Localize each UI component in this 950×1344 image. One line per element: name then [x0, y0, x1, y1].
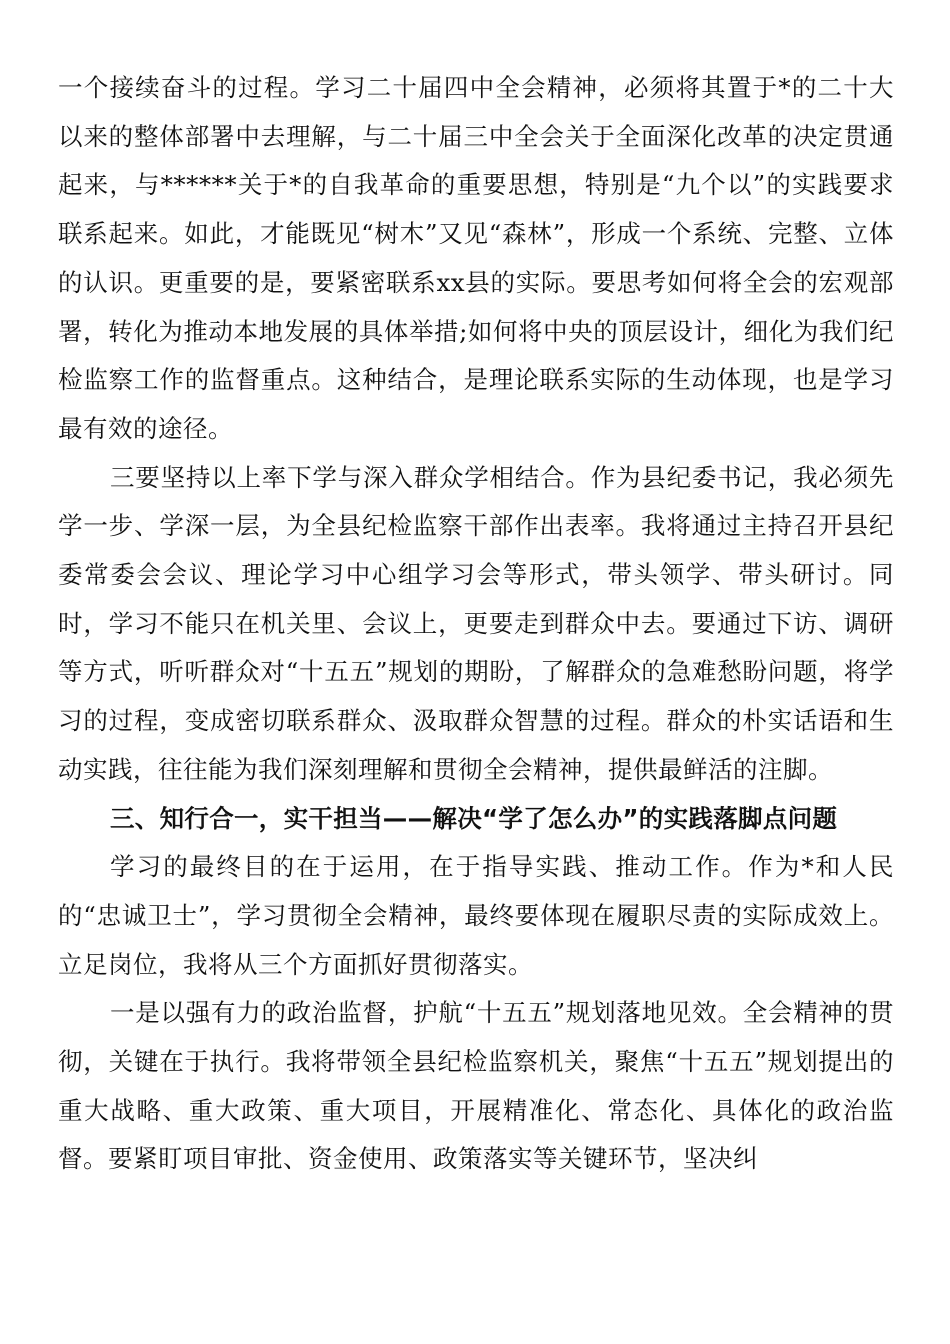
paragraph-point-three: 三要坚持以上率下学与深入群众学相结合。作为县纪委书记，我必须先学一步、学深一层，为全县纪检监察干部作出表率。我将通过主持召开县纪委常委会会议、理论学习中心组学习会等形式，带头领学、带头研讨。同时，学习不能只在机关里、会议上，更要走到群众中去。要通过下访、调研等方式，听听群众对“十五五”规划的期盼，了解群众的急难愁盼问题，将学习的过程，变成密切联系群众、汲取群众智慧的过程。群众的朴实话语和生动实践，往往能为我们深刻理解和贯彻全会精神，提供最鲜活的注脚。: [58, 462, 894, 784]
document-page: [58, 64, 894, 1184]
paragraph-section-intro: 学习的最终目的在于运用，在于指导实践、推动工作。作为*和人民的“忠诚卫士”，学习贯彻全会精神，最终要体现在履职尽责的实际成效上。立足岗位，我将从三个方面抓好贯彻落实。: [58, 852, 894, 979]
paragraph-point-one: 一是以强有力的政治监督，护航“十五五”规划落地见效。全会精神的贯彻，关键在于执行。我将带领全县纪检监察机关，聚焦“十五五”规划提出的重大战略、重大政策、重大项目，开展精准化、常态化、具体化的政治监督。要紧盯项目审批、资金使用、政策落实等关键环节，坚决纠: [58, 998, 894, 1174]
paragraph-continuation: 一个接续奋斗的过程。学习二十届四中全会精神，必须将其置于*的二十大以来的整体部署中去理解，与二十届三中全会关于全面深化改革的决定贯通起来，与******关于*的自我革命的重要思想，特别是“九个以”的实践要求联系起来。如此，才能既见“树木”又见“森林”，形成一个系统、完整、立体的认识。更重要的是，要紧密联系xx县的实际。要思考如何将全会的宏观部署，转化为推动本地发展的具体举措;如何将中央的顶层设计，细化为我们纪检监察工作的监督重点。这种结合，是理论联系实际的生动体现，也是学习最有效的途径。: [58, 73, 894, 443]
section-heading-three: 三、知行合一，实干担当——解决“学了怎么办”的实践落脚点问题: [110, 803, 838, 833]
